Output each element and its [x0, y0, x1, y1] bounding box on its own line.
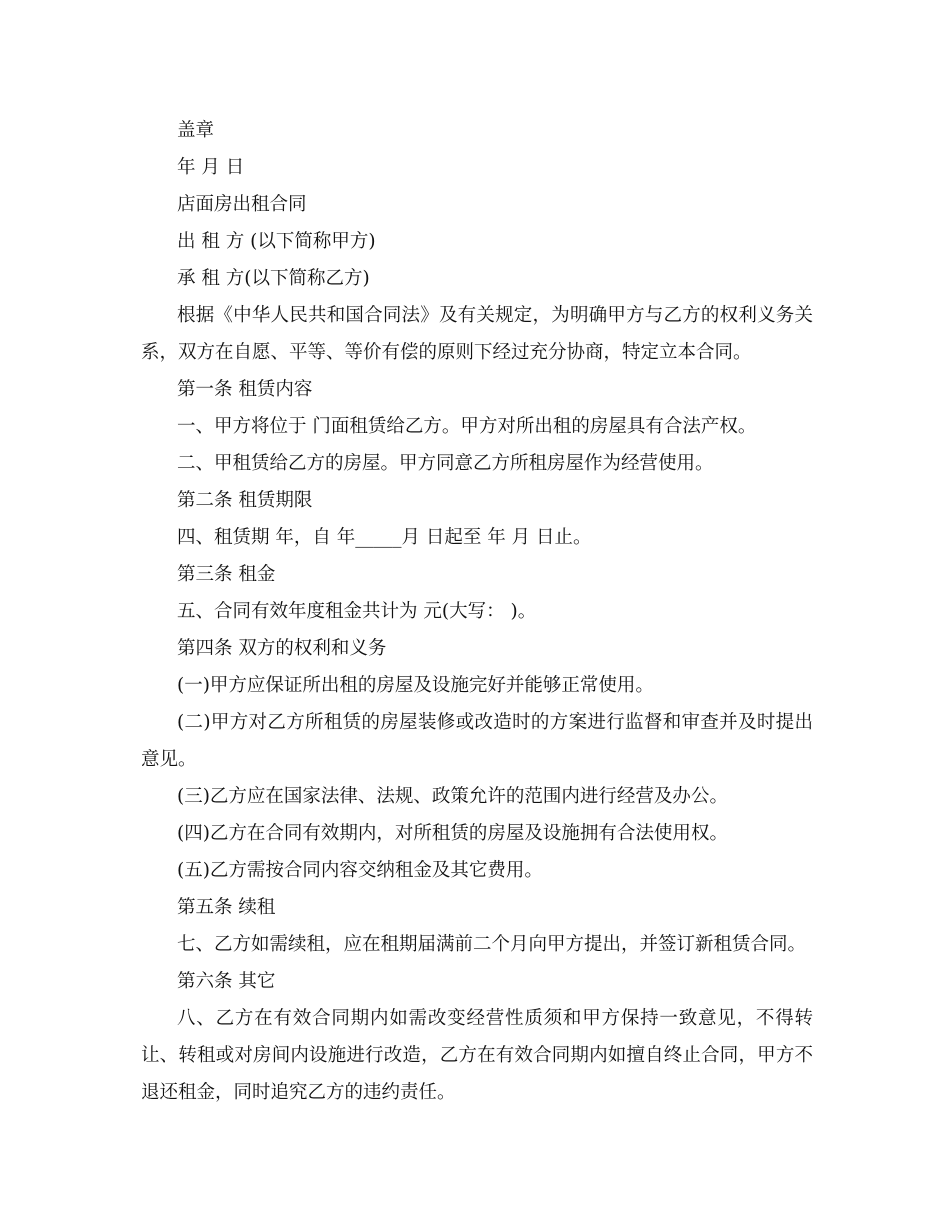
clause-1: 一、甲方将位于 门面租赁给乙方。甲方对所出租的房屋具有合法产权。 — [177, 416, 757, 437]
article-2-title: 第二条 租赁期限 — [177, 490, 313, 511]
item-3: (三)乙方应在国家法律、法规、政策允许的范围内进行经营及办公。 — [177, 786, 728, 807]
date-line: 年 月 日 — [177, 157, 245, 178]
article-4-title: 第四条 双方的权利和义务 — [177, 638, 387, 659]
clause-2: 二、甲租赁给乙方的房屋。甲方同意乙方所租房屋作为经营使用。 — [177, 453, 714, 474]
item-2: (二)甲方对乙方所租赁的房屋装修或改造时的方案进行监督和审查并及时提出意见。 — [141, 712, 813, 770]
lessor-line: 出 租 方 (以下简称甲方) — [177, 231, 376, 252]
clause-7: 七、乙方如需续租，应在租期届满前二个月向甲方提出，并签订新租赁合同。 — [177, 934, 807, 955]
seal-line: 盖章 — [177, 120, 215, 141]
article-5-title: 第五条 续租 — [177, 897, 276, 918]
article-1-title: 第一条 租赁内容 — [177, 379, 313, 400]
lessee-line: 承 租 方(以下简称乙方) — [177, 268, 370, 289]
item-1: (一)甲方应保证所出租的房屋及设施完好并能够正常使用。 — [177, 675, 654, 696]
clause-8: 八、乙方在有效合同期内如需改变经营性质须和甲方保持一致意见，不得转让、转租或对房间内设施进行改造，乙方在有效合同期内如擅自终止合同，甲方不退还租金，同时追究乙方的违约责任。 — [141, 1008, 813, 1103]
preamble-paragraph: 根据《中华人民共和国合同法》及有关规定，为明确甲方与乙方的权利义务关系，双方在自愿、平等、等价有偿的原则下经过充分协商，特定立本合同。 — [141, 305, 813, 363]
article-3-title: 第三条 租金 — [177, 564, 276, 585]
clause-5: 五、合同有效年度租金共计为 元(大写： )。 — [177, 601, 537, 622]
contract-title: 店面房出租合同 — [177, 194, 307, 215]
item-4: (四)乙方在合同有效期内，对所租赁的房屋及设施拥有合法使用权。 — [177, 823, 728, 844]
item-5: (五)乙方需按合同内容交纳租金及其它费用。 — [177, 860, 543, 881]
document-body — [141, 112, 813, 1111]
article-6-title: 第六条 其它 — [177, 971, 276, 992]
clause-4: 四、租赁期 年，自 年_____月 日起至 年 月 日止。 — [177, 527, 592, 548]
